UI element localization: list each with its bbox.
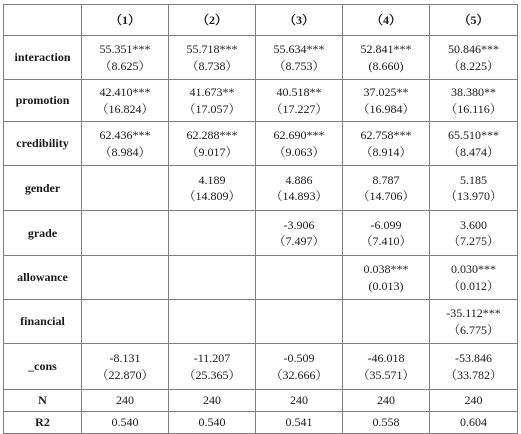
coefficient: 55.718***: [186, 42, 238, 57]
coefficient: 38.380**: [451, 85, 496, 100]
regression-table: [3, 4, 518, 434]
header-row: [4, 5, 518, 36]
coefficient: -6.099: [370, 217, 402, 232]
regression-body: [4, 36, 518, 434]
column-header: （4）: [343, 5, 430, 36]
estimate-cell: [343, 36, 430, 80]
variable-row: [4, 256, 518, 300]
standard-error: （13.970）: [444, 189, 502, 203]
estimate-cell: [343, 344, 430, 390]
standard-error: （14.809）: [183, 189, 241, 203]
estimate-cell: [169, 166, 256, 211]
variable-label: allowance: [4, 256, 82, 300]
coefficient: 65.510***: [448, 128, 499, 143]
estimate-cell: [343, 166, 430, 211]
statistic-label: R2: [4, 412, 82, 434]
coefficient: 62.758***: [360, 128, 412, 143]
statistic-value: 240: [343, 390, 430, 412]
estimate-cell: [430, 256, 518, 300]
estimate-cell: [82, 122, 169, 166]
standard-error: （14.706）: [357, 189, 415, 203]
variable-label: interaction: [4, 36, 82, 80]
coefficient: 50.846***: [448, 42, 499, 57]
variable-label: grade: [4, 211, 82, 256]
standard-error: （16.116）: [445, 101, 502, 116]
corner-cell: [4, 5, 82, 36]
coefficient: 40.518**: [276, 85, 322, 100]
estimate-cell: [430, 300, 518, 344]
statistic-value: 240: [256, 390, 343, 412]
estimate-cell: [343, 122, 430, 166]
standard-error: （0.012）: [447, 278, 499, 293]
estimate-cell: [343, 256, 430, 300]
statistic-value: 0.540: [169, 412, 256, 434]
standard-error: （32.666）: [270, 367, 328, 382]
estimate-cell: [169, 122, 256, 166]
estimate-cell: [430, 122, 518, 166]
standard-error: （8.225）: [447, 58, 499, 73]
standard-error: （33.782）: [444, 367, 502, 382]
variable-row: [4, 344, 518, 390]
coefficient: -11.207: [193, 351, 231, 366]
standard-error: （8.474）: [447, 144, 499, 159]
coefficient: -46.018: [367, 351, 405, 366]
standard-error: （16.984）: [357, 101, 415, 116]
standard-error: （35.571）: [357, 367, 415, 382]
standard-error: （22.870）: [96, 367, 154, 382]
coefficient: 62.436***: [99, 128, 151, 143]
standard-error: （7.410）: [360, 234, 412, 248]
estimate-cell: [430, 344, 518, 390]
standard-error: （14.893）: [270, 189, 328, 203]
column-header: （3）: [256, 5, 343, 36]
coefficient: 42.410***: [99, 85, 151, 100]
variable-label: promotion: [4, 80, 82, 122]
statistic-row: [4, 412, 518, 434]
estimate-cell: [343, 211, 430, 256]
statistic-value: 0.558: [343, 412, 430, 434]
coefficient: 4.886: [285, 172, 313, 187]
statistic-value: 0.604: [430, 412, 518, 434]
standard-error: （17.227）: [270, 101, 328, 116]
variable-row: [4, 300, 518, 344]
variable-row: [4, 166, 518, 211]
standard-error: （8.914）: [360, 144, 412, 159]
estimate-cell: [82, 344, 169, 390]
coefficient: -35.112***: [446, 306, 501, 321]
coefficient: 5.185: [460, 172, 487, 187]
standard-error: （8.625）: [99, 58, 151, 73]
standard-error: （6.775）: [447, 322, 499, 337]
coefficient: 0.030***: [451, 262, 496, 277]
coefficient: -0.509: [283, 351, 315, 366]
variable-row: [4, 80, 518, 122]
estimate-cell: [256, 256, 343, 300]
coefficient: 8.787: [372, 172, 400, 187]
estimate-cell: [256, 80, 343, 122]
column-header: （5）: [430, 5, 518, 36]
variable-row: [4, 211, 518, 256]
statistic-row: [4, 390, 518, 412]
estimate-cell: [430, 166, 518, 211]
coefficient: 41.673**: [189, 85, 235, 100]
coefficient: 62.690***: [273, 128, 325, 143]
estimate-cell: [169, 36, 256, 80]
variable-row: [4, 36, 518, 80]
estimate-cell: [256, 300, 343, 344]
column-header: （1）: [82, 5, 169, 36]
statistic-value: 0.541: [256, 412, 343, 434]
variable-label: financial: [4, 300, 82, 344]
estimate-cell: [256, 36, 343, 80]
variable-row: [4, 122, 518, 166]
estimate-cell: [169, 344, 256, 390]
estimate-cell: [256, 166, 343, 211]
estimate-cell: [430, 80, 518, 122]
estimate-cell: [82, 211, 169, 256]
estimate-cell: [256, 211, 343, 256]
coefficient: 55.634***: [273, 42, 325, 57]
coefficient: 62.288***: [186, 128, 238, 143]
coefficient: 37.025**: [363, 85, 409, 100]
estimate-cell: [169, 211, 256, 256]
estimate-cell: [343, 80, 430, 122]
estimate-cell: [82, 80, 169, 122]
column-header: （2）: [169, 5, 256, 36]
estimate-cell: [256, 122, 343, 166]
estimate-cell: [82, 36, 169, 80]
standard-error: （8.984）: [99, 144, 151, 159]
statistic-value: 0.540: [82, 412, 169, 434]
estimate-cell: [82, 300, 169, 344]
estimate-cell: [430, 211, 518, 256]
variable-label: gender: [4, 166, 82, 211]
coefficient: -53.846: [455, 351, 492, 366]
coefficient: 55.351***: [99, 42, 151, 57]
estimate-cell: [430, 36, 518, 80]
estimate-cell: [169, 256, 256, 300]
standard-error: （16.824）: [96, 101, 154, 116]
variable-label: _cons: [4, 344, 82, 390]
statistic-value: 240: [169, 390, 256, 412]
estimate-cell: [169, 80, 256, 122]
standard-error: （7.275）: [447, 234, 499, 248]
statistic-label: N: [4, 390, 82, 412]
standard-error: （17.057）: [183, 101, 241, 116]
estimate-cell: [256, 344, 343, 390]
standard-error: (0.013): [368, 278, 404, 293]
standard-error: （25.365）: [183, 367, 241, 382]
coefficient: 3.600: [460, 217, 487, 232]
estimate-cell: [82, 166, 169, 211]
variable-label: credibility: [4, 122, 82, 166]
estimate-cell: [343, 300, 430, 344]
estimate-cell: [82, 256, 169, 300]
estimate-cell: [169, 300, 256, 344]
standard-error: （9.017）: [186, 144, 238, 159]
standard-error: （8.738）: [186, 58, 238, 73]
coefficient: -3.906: [283, 217, 315, 232]
coefficient: 52.841***: [360, 42, 412, 57]
coefficient: 4.189: [198, 172, 226, 187]
statistic-value: 240: [430, 390, 518, 412]
standard-error: （7.497）: [273, 234, 325, 248]
coefficient: 0.038***: [363, 262, 409, 277]
standard-error: （8.753）: [273, 58, 325, 73]
standard-error: (8.660): [368, 58, 404, 73]
statistic-value: 240: [82, 390, 169, 412]
standard-error: （9.063）: [273, 144, 325, 159]
coefficient: -8.131: [109, 351, 141, 366]
